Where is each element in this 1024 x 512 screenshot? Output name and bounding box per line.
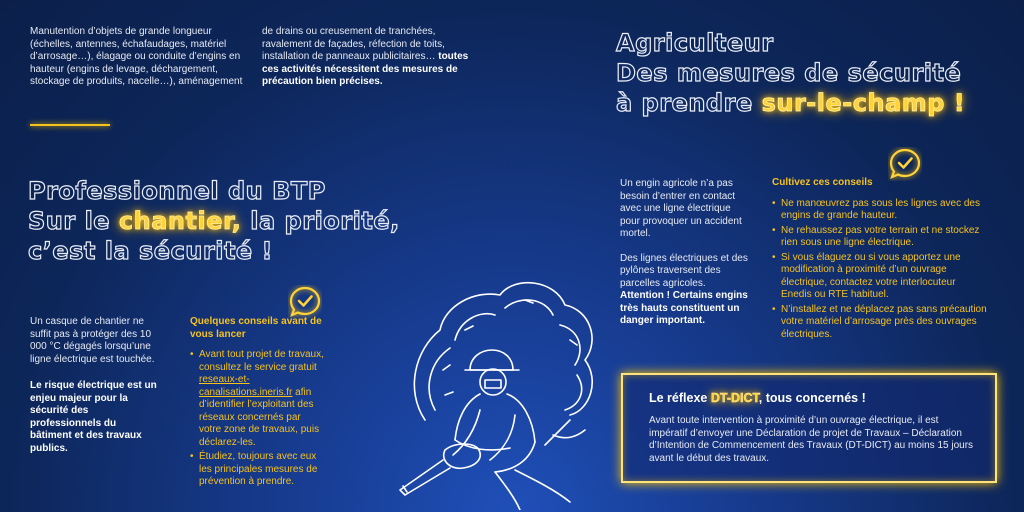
agri-intro <box>620 178 752 328</box>
divider-rule <box>30 124 110 126</box>
intro-col-1 <box>30 26 245 89</box>
ineris-link[interactable]: reseaux-et-canalisations.ineris.fr <box>199 374 293 398</box>
btp-heading-line2: Sur le chantier, la priorité, <box>28 207 400 235</box>
btp-tips-list <box>190 349 325 489</box>
agri-highlight: sur-le-champ <box>761 89 945 117</box>
intro-col-2 <box>262 26 487 89</box>
agri-heading-line3: à prendre sur-le-champ ! <box>616 89 966 117</box>
btp-heading <box>28 176 408 266</box>
agri-p2-bold: Attention ! Certains engins très hauts constituent un danger important. <box>620 290 748 326</box>
btp-tip-1: • Avant tout projet de travaux, consultez le service gratuit reseaux-et-canalisations.ineris.fr afin d’identifier l’exploitant des réseaux concernés par votre zone de travaux, puis déclarez-les. <box>190 349 325 449</box>
agri-tips-title: Cultivez ces conseils <box>772 177 873 188</box>
btp-intro-text: Un casque de chantier ne suffit pas à protéger des 10 000 °C dégagés lorsqu’une ligne électrique est touchée. <box>30 316 155 365</box>
agri-tip-3: • Si vous élaguez ou si vous apportez une modification à proximité d’un ouvrage électrique, contactez votre interlocuteur Enedis ou RTE habituel. <box>772 252 987 302</box>
worker-chainsaw-illustration <box>395 270 605 510</box>
agri-tip-1: • Ne manœuvrez pas sous les lignes avec des engins de grande hauteur. <box>772 198 987 223</box>
agri-p1: Un engin agricole n’a pas besoin d’entrer en contact avec une ligne électrique pour provoquer un accident mortel. <box>620 178 742 239</box>
btp-tip-2: • Étudiez, toujours avec eux les principales mesures de prévention à prendre. <box>190 451 325 489</box>
agri-tips <box>772 177 987 343</box>
intro-text-1: Manutention d’objets de grande longueur (échelles, antennes, échafaudages, matériel d’arrosage…), élagage ou conduite d’engins en hauteur (engins de levage, déchargement, stockage de produits, nacelle…), aménagement <box>30 26 243 87</box>
btp-heading-line1: Professionnel du BTP <box>28 177 326 205</box>
agri-heading-line1: Agriculteur <box>616 29 774 57</box>
agri-heading-line2: Des mesures de sécurité <box>616 59 962 87</box>
intro-text-2-bold: toutes ces activités nécessitent des mesures de précaution bien précises. <box>262 51 469 87</box>
agri-p2: Des lignes électriques et des pylônes traversent des parcelles agricoles. Attention ! Certains engins très hauts constituent un danger important. <box>620 252 748 326</box>
btp-intro <box>30 316 160 455</box>
btp-highlight: chantier, <box>118 207 242 235</box>
dtdict-box <box>621 373 997 483</box>
intro-text-2: de drains ou creusement de tranchées, ravalement de façades, réfection de toits, installation de panneaux publicitaires… <box>262 26 445 62</box>
agri-tip-2: • Ne rehaussez pas votre terrain et ne stockez rien sous une ligne électrique. <box>772 225 987 250</box>
speech-bubble-check-icon <box>888 147 922 181</box>
dtdict-title: Le réflexe DT-DICT, tous concernés ! <box>649 391 866 405</box>
dtdict-body: Avant toute intervention à proximité d’un ouvrage électrique, il est impératif d’envoyer une Déclaration de projet de Travaux – Déclaration d’Intention de Commencement des Travaux (DT-DICT) au moins 15 jours avant le début des travaux. <box>649 415 974 464</box>
agri-tips-list <box>772 198 987 342</box>
btp-heading-line3: c’est la sécurité ! <box>28 237 273 265</box>
agri-heading <box>616 28 1016 118</box>
btp-tips-title: Quelques conseils avant de vous lancer <box>190 316 322 340</box>
btp-risk-text: Le risque électrique est un enjeu majeur pour la sécurité des professionnels du bâtiment et des travaux publics. <box>30 380 157 454</box>
btp-tips <box>190 316 325 491</box>
dtdict-highlight: DT-DICT <box>710 391 759 405</box>
agri-tip-4: • N’installez et ne déplacez pas sans précaution votre matériel d’arrosage près des ouvrages électriques. <box>772 304 987 342</box>
speech-bubble-check-icon <box>288 285 322 319</box>
